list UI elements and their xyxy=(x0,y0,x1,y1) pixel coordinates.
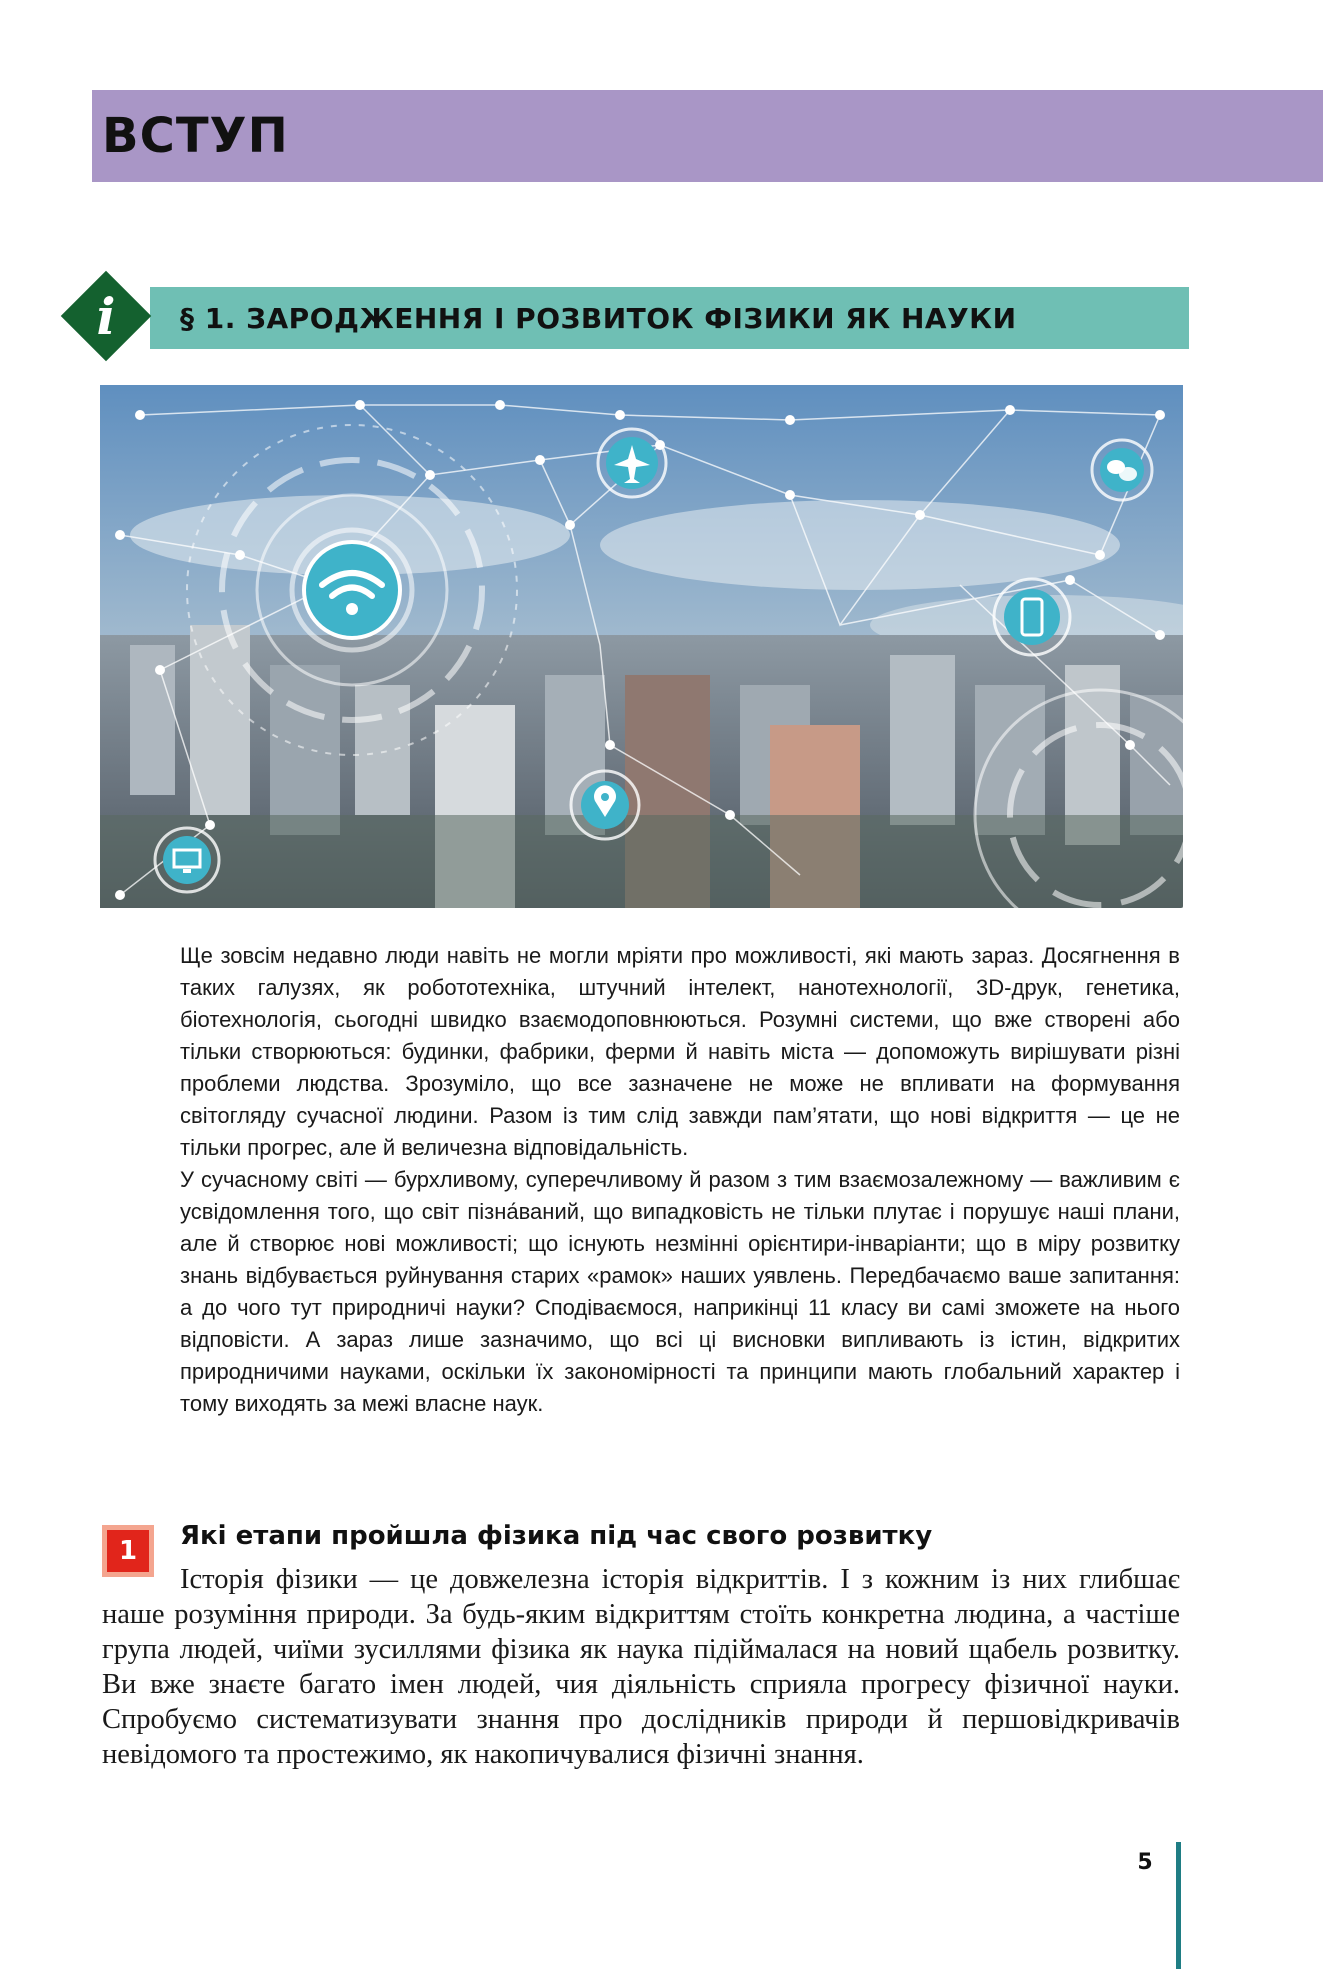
section-title: § 1. ЗАРОДЖЕННЯ І РОЗВИТОК ФІЗИКИ ЯК НАУКИ xyxy=(180,301,1017,335)
chapter-title: ВСТУП xyxy=(102,108,289,164)
monitor-icon xyxy=(155,828,219,892)
question-heading: Які етапи пройшла фізика під час свого розвитку xyxy=(180,1521,933,1551)
smart-city-image xyxy=(100,385,1183,908)
question-number: 1 xyxy=(107,1530,149,1572)
info-icon-glyph: i xyxy=(96,286,116,346)
chat-icon xyxy=(1092,440,1152,500)
intro-text xyxy=(180,940,1180,1420)
section-header xyxy=(150,287,1189,349)
question-body xyxy=(102,1562,1180,1772)
chapter-header xyxy=(92,90,1323,182)
intro-paragraph-2: У сучасному світі — бурхливому, суперечливому й разом з тим взаємозалежному — важливим є усвідомлення того, що світ пізна́ваний, що випадковість не тільки плутає і порушує наші плани, але й створює нові можливості; що існують незмінні орієнтири-інваріанти; що в міру розвитку знань відбувається руйнування старих «рамок» наших уявлень. Передбачаємо ваше запитання: а до чого тут природничі науки? Сподіваємося, наприкінці 11 класу ви самі зможете на нього відповісти. А зараз лише зазначимо, що всі ці висновки випливають із істин, відкритих природничими науками, оскільки їх закономірності та принципи мають глобальний характер і тому виходять за межі власне наук. xyxy=(180,1167,1180,1416)
smartphone-icon xyxy=(994,579,1070,655)
page-number: 5 xyxy=(1137,1850,1153,1875)
airplane-icon xyxy=(598,429,666,497)
location-pin-icon xyxy=(571,771,639,839)
intro-paragraph-1: Ще зовсім недавно люди навіть не могли мріяти про можливості, які мають зараз. Досягнення в таких галузях, як робототехніка, штучний інтелект, нанотехнології, 3D-друк, генетика, біотехнологія, сьогодні швидко взаємодоповнюються. Розумні системи, що вже створені або тільки створюються: будинки, фабрики, ферми й навіть міста — допоможуть вирішувати різні проблеми людства. Зрозуміло, що все зазначене не може не впливати на формування світогляду сучасної людини. Разом із тим слід завжди пам’ятати, що нові відкриття — це не тільки прогрес, але й величезна відповідальність. xyxy=(180,943,1180,1160)
question-body-paragraph: Історія фізики — це довжелезна історія відкриттів. І з кожним із них глибшає наше розуміння природи. За будь-яким відкриттям стоїть конкретна людина, а частіше група людей, чиїми зусиллями фізика як наука підіймалася на новий щабель розвитку. Ви вже знаєте багато імен людей, чия діяльність сприяла прогресу фізичної науки. Спробуємо систематизувати знання про дослідників природи й першовідкривачів невідомого та простежимо, як накопичувалися фізичні знання. xyxy=(102,1564,1180,1770)
wifi-icon xyxy=(304,542,400,638)
page-edge-rule xyxy=(1176,1842,1181,1969)
